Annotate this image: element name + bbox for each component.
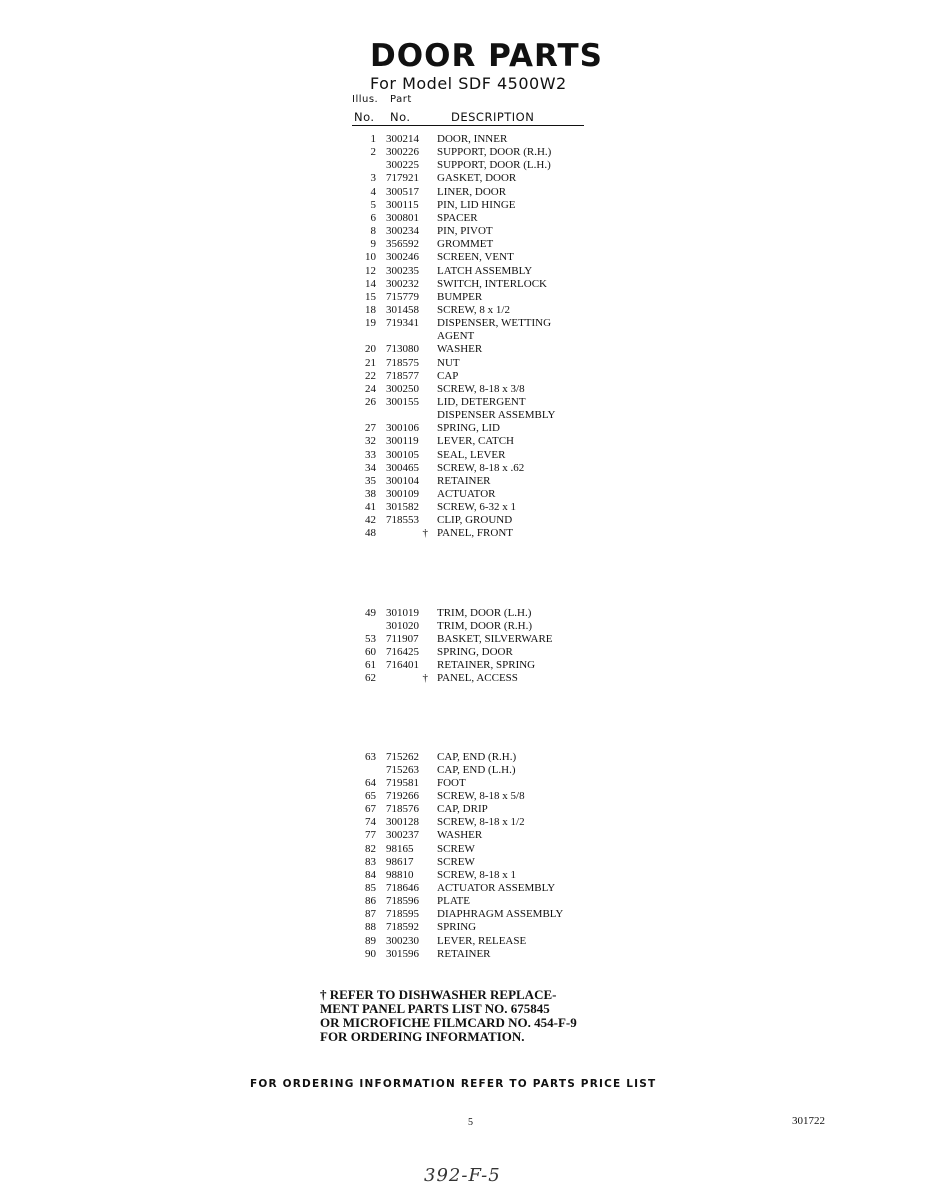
illus-number: 62 [365,672,376,684]
page-number: 5 [468,1117,473,1128]
part-number: 98810 [386,869,414,881]
part-description: FOOT [437,777,466,789]
illus-number: 14 [365,278,376,290]
illus-number: 77 [365,829,376,841]
part-number: 718553 [386,514,419,526]
illus-number: 90 [365,948,376,960]
part-description: SUPPORT, DOOR (R.H.) [437,146,552,158]
part-number: 301019 [386,607,419,619]
part-description: PANEL, FRONT [437,527,513,539]
part-number: 719341 [386,317,419,329]
part-number: 718577 [386,370,419,382]
illus-number: 3 [370,172,376,184]
part-description: SCREW, 8-18 x 1/2 [437,816,525,828]
illus-number: 8 [370,225,376,237]
part-number: 300105 [386,449,419,461]
note-line: OR MICROFICHE FILMCARD NO. 454-F-9 [320,1015,577,1030]
part-number: 715263 [386,764,419,776]
part-number: 300250 [386,383,419,395]
part-description: LINER, DOOR [437,186,507,198]
illus-number: 38 [365,488,376,500]
part-number: 715262 [386,751,419,763]
part-number: † [422,527,428,539]
part-number: 718592 [386,921,419,933]
illus-number: 49 [365,607,376,619]
part-number: 98617 [386,856,414,868]
illus-number: 9 [370,238,376,250]
illus-number: 82 [365,843,376,855]
part-number: 300106 [386,422,419,434]
part-description: SCREW, 8-18 x 3/8 [437,383,525,395]
part-number: 98165 [386,843,414,855]
part-number: 300230 [386,935,419,947]
illus-number: 83 [365,856,376,868]
part-description: CAP, END (R.H.) [437,751,517,763]
illus-number: 12 [365,265,376,277]
part-description: LEVER, RELEASE [437,935,527,947]
part-description: ACTUATOR ASSEMBLY [437,882,556,894]
document-number: 301722 [792,1115,825,1127]
part-description: PIN, PIVOT [437,225,493,237]
part-number: 301458 [386,304,419,316]
part-number: 300226 [386,146,419,158]
illus-number: 20 [365,343,376,355]
part-number: 300115 [386,199,419,211]
part-number: 300235 [386,265,419,277]
part-number: 713080 [386,343,419,355]
illus-number: 19 [365,317,376,329]
part-number: 300119 [386,435,419,447]
part-description: WASHER [437,343,483,355]
illus-number: 85 [365,882,376,894]
part-description: SUPPORT, DOOR (L.H.) [437,159,551,171]
illus-number: 21 [365,357,376,369]
part-no-header: No. [390,110,411,124]
part-number: 300128 [386,816,419,828]
illus-number: 87 [365,908,376,920]
part-number: 300465 [386,462,419,474]
illus-number: 34 [365,462,376,474]
part-description: SCREW [437,843,475,855]
illus-number: 84 [365,869,376,881]
illus-number: 60 [365,646,376,658]
part-description: TRIM, DOOR (L.H.) [437,607,532,619]
note-line: FOR ORDERING INFORMATION. [320,1029,525,1044]
page-title: DOOR PARTS [370,38,603,74]
part-description: LID, DETERGENT [437,396,526,408]
model-subtitle: For Model SDF 4500W2 [370,74,567,93]
illus-number: 63 [365,751,376,763]
part-description: DIAPHRAGM ASSEMBLY [437,908,564,920]
part-number: 718576 [386,803,419,815]
part-description: LEVER, CATCH [437,435,514,447]
part-description: GASKET, DOOR [437,172,517,184]
part-number: 718575 [386,357,419,369]
part-description: RETAINER [437,948,491,960]
part-number: 301596 [386,948,419,960]
part-description: SWITCH, INTERLOCK [437,278,547,290]
part-description: SPRING, DOOR [437,646,513,658]
part-number: 300801 [386,212,419,224]
illus-number: 5 [370,199,376,211]
part-number: † [422,672,428,684]
part-number: 300234 [386,225,419,237]
part-number: 716401 [386,659,419,671]
part-description: ACTUATOR [437,488,496,500]
part-number: 300246 [386,251,419,263]
part-description: SCREW [437,856,475,868]
part-description: AGENT [437,330,475,342]
header-rule [352,125,584,126]
illus-number: 18 [365,304,376,316]
illus-number: 27 [365,422,376,434]
part-description: SCREW, 8-18 x 1 [437,869,517,881]
illus-number: 42 [365,514,376,526]
illus-no-header: No. [354,110,375,124]
part-description: RETAINER, SPRING [437,659,536,671]
part-header-top: Part [390,94,412,105]
description-header: DESCRIPTION [451,110,535,124]
part-description: PLATE [437,895,470,907]
part-description: LATCH ASSEMBLY [437,265,533,277]
part-number: 300155 [386,396,419,408]
part-number: 711907 [386,633,419,645]
part-description: CLIP, GROUND [437,514,513,526]
illus-number: 67 [365,803,376,815]
illus-number: 53 [365,633,376,645]
illus-number: 6 [370,212,376,224]
replacement-panel-note [320,988,577,1044]
part-description: GROMMET [437,238,494,250]
ordering-information: FOR ORDERING INFORMATION REFER TO PARTS PRICE LIST [250,1078,657,1090]
illus-number: 2 [370,146,376,158]
part-description: BUMPER [437,291,483,303]
illus-number: 1 [370,133,376,145]
part-description: TRIM, DOOR (R.H.) [437,620,533,632]
illus-number: 74 [365,816,376,828]
part-description: DISPENSER, WETTING [437,317,552,329]
illus-number: 48 [365,527,376,539]
illus-number: 64 [365,777,376,789]
part-description: SPACER [437,212,478,224]
part-number: 300109 [386,488,419,500]
part-number: 718595 [386,908,419,920]
part-number: 715779 [386,291,419,303]
part-description: CAP, DRIP [437,803,488,815]
part-number: 300214 [386,133,419,145]
part-number: 716425 [386,646,419,658]
part-number: 719581 [386,777,419,789]
illus-number: 35 [365,475,376,487]
illus-number: 65 [365,790,376,802]
note-line: MENT PANEL PARTS LIST NO. 675845 [320,1001,550,1016]
part-description: DOOR, INNER [437,133,508,145]
part-number: 301582 [386,501,419,513]
part-number: 300232 [386,278,419,290]
part-description: SCREW, 8-18 x 5/8 [437,790,525,802]
part-number: 300225 [386,159,419,171]
part-description: RETAINER [437,475,491,487]
part-description: SCREEN, VENT [437,251,514,263]
part-number: 718646 [386,882,419,894]
illus-number: 26 [365,396,376,408]
part-number: 300104 [386,475,419,487]
part-description: CAP, END (L.H.) [437,764,516,776]
handwritten-mark: 392-F-5 [424,1165,501,1186]
illus-number: 15 [365,291,376,303]
part-description: SEAL, LEVER [437,449,506,461]
illus-number: 4 [370,186,376,198]
part-description: PIN, LID HINGE [437,199,516,211]
part-description: SCREW, 6-32 x 1 [437,501,517,513]
illus-number: 89 [365,935,376,947]
illus-number: 22 [365,370,376,382]
illus-header-top: Illus. [352,94,379,105]
part-description: CAP [437,370,459,382]
part-number: 719266 [386,790,419,802]
part-description: SCREW, 8-18 x .62 [437,462,525,474]
part-number: 718596 [386,895,419,907]
part-description: DISPENSER ASSEMBLY [437,409,556,421]
part-description: SPRING, LID [437,422,500,434]
illus-number: 41 [365,501,376,513]
illus-number: 32 [365,435,376,447]
illus-number: 86 [365,895,376,907]
part-description: BASKET, SILVERWARE [437,633,553,645]
illus-number: 24 [365,383,376,395]
part-description: PANEL, ACCESS [437,672,518,684]
part-description: NUT [437,357,460,369]
illus-number: 10 [365,251,376,263]
note-line: † REFER TO DISHWASHER REPLACE- [320,987,557,1002]
part-number: 717921 [386,172,419,184]
part-description: SCREW, 8 x 1/2 [437,304,510,316]
part-number: 300237 [386,829,419,841]
part-number: 300517 [386,186,419,198]
part-number: 301020 [386,620,419,632]
part-description: SPRING [437,921,477,933]
illus-number: 61 [365,659,376,671]
illus-number: 88 [365,921,376,933]
part-description: WASHER [437,829,483,841]
illus-number: 33 [365,449,376,461]
part-number: 356592 [386,238,419,250]
